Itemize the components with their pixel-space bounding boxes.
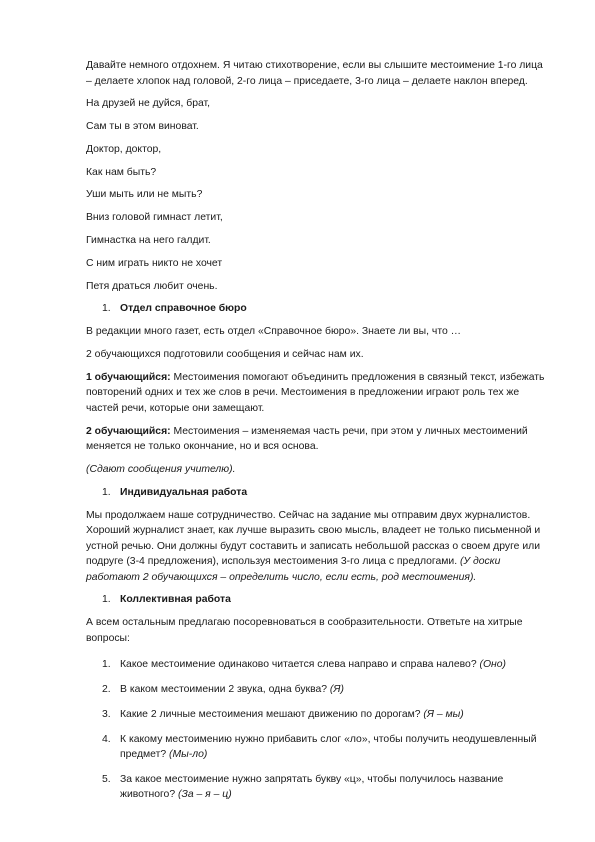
answer-text: (За – я – ц): [175, 789, 232, 801]
section-heading-collective: [86, 592, 545, 608]
section-title: Индивидуальная работа: [120, 486, 248, 498]
poem-line: Уши мыть или не мыть?: [86, 189, 203, 201]
question-text: К какому местоимению нужно прибавить слог «ло», чтобы получить неодушевленный предмет?: [120, 733, 537, 761]
list-number: 3.: [102, 708, 111, 720]
paragraph: 2 обучающихся подготовили сообщения и сейчас нам их.: [86, 349, 364, 361]
question-text: Какое местоимение одинаково читается слева направо и справа налево?: [120, 659, 477, 671]
question-item: [86, 707, 545, 723]
poem-line: Петя драться любит очень.: [86, 280, 218, 292]
section-title: Отдел справочное бюро: [120, 303, 247, 315]
student-text: Местоимения помогают объединить предложения в связный текст, избежать повторений одних и тех же слов в речи. Местоимения в предложении играют роль тех же частей речи, которые они замещают.: [86, 371, 545, 414]
student-label: 1 обучающийся:: [86, 371, 171, 383]
list-number: 5.: [102, 773, 111, 785]
student-label: 2 обучающийся:: [86, 425, 171, 437]
poem-line: Вниз головой гимнаст летит,: [86, 212, 223, 224]
note: (Сдают сообщения учителю).: [86, 463, 236, 475]
list-number: 2.: [102, 683, 111, 695]
section-title: Коллективная работа: [120, 594, 231, 606]
answer-text: (Я – мы): [420, 708, 464, 720]
question-text: Какие 2 личные местоимения мешают движению по дорогам?: [120, 708, 421, 720]
paragraph: [86, 508, 545, 586]
paragraph-text: Мы продолжаем наше сотрудничество. Сейчас на задание мы отправим двух журналистов. Хороший журналист знает, как лучше выразить свою мысль, владеет не только письменной и устной речью. Они должны будут составить и записать небольшой рассказ о своем друге или подруге (3-4 предложения), используя местоимения 3-го лица с предлогами.: [86, 509, 541, 568]
answer-text: (Оно): [476, 659, 507, 671]
paragraph-note: (У доски работают 2 обучающихся – определить число, если есть, род местоимения).: [86, 556, 501, 583]
question-text: За какое местоимение нужно запрятать букву «ц», чтобы получилось название животного?: [120, 773, 504, 801]
poem-line: Сам ты в этом виноват.: [86, 121, 199, 133]
student-message-2: [86, 424, 545, 455]
poem-line: На друзей не дуйся, брат,: [86, 98, 211, 110]
question-item: [86, 657, 545, 673]
student-message-1: [86, 370, 545, 417]
paragraph: А всем остальным предлагаю посоревноваться в сообразительности. Ответьте на хитрые вопросы:: [86, 617, 523, 644]
poem-line: Как нам быть?: [86, 166, 157, 178]
section-heading-reference: [86, 301, 545, 317]
poem-line: С ним играть никто не хочет: [86, 257, 223, 269]
section-heading-individual: [86, 485, 545, 501]
answer-text: (Я): [327, 683, 344, 695]
paragraph: В редакции много газет, есть отдел «Справочное бюро». Знаете ли вы, что …: [86, 326, 462, 338]
list-number: 1.: [102, 594, 111, 606]
poem-line: Доктор, доктор,: [86, 143, 162, 155]
list-number: 1.: [102, 659, 111, 671]
list-number: 4.: [102, 733, 111, 745]
student-text: Местоимения – изменяемая часть речи, при этом у личных местоимений меняется не только окончание, но и вся основа.: [86, 425, 528, 453]
question-text: В каком местоимении 2 звука, одна буква?: [120, 683, 328, 695]
list-number: 1.: [102, 303, 111, 315]
intro-paragraph: Давайте немного отдохнем. Я читаю стихотворение, если вы слышите местоимение 1-го лица – делаете хлопок над головой, 2-го лица – приседаете, 3-го лица – делаете наклон вперед.: [86, 60, 543, 87]
list-number: 1.: [102, 486, 111, 498]
question-item: [86, 732, 545, 763]
question-item: [86, 682, 545, 698]
answer-text: (Мы-ло): [166, 749, 208, 761]
poem: [86, 96, 545, 294]
question-item: [86, 772, 545, 803]
poem-line: Гимнастка на него галдит.: [86, 235, 211, 247]
